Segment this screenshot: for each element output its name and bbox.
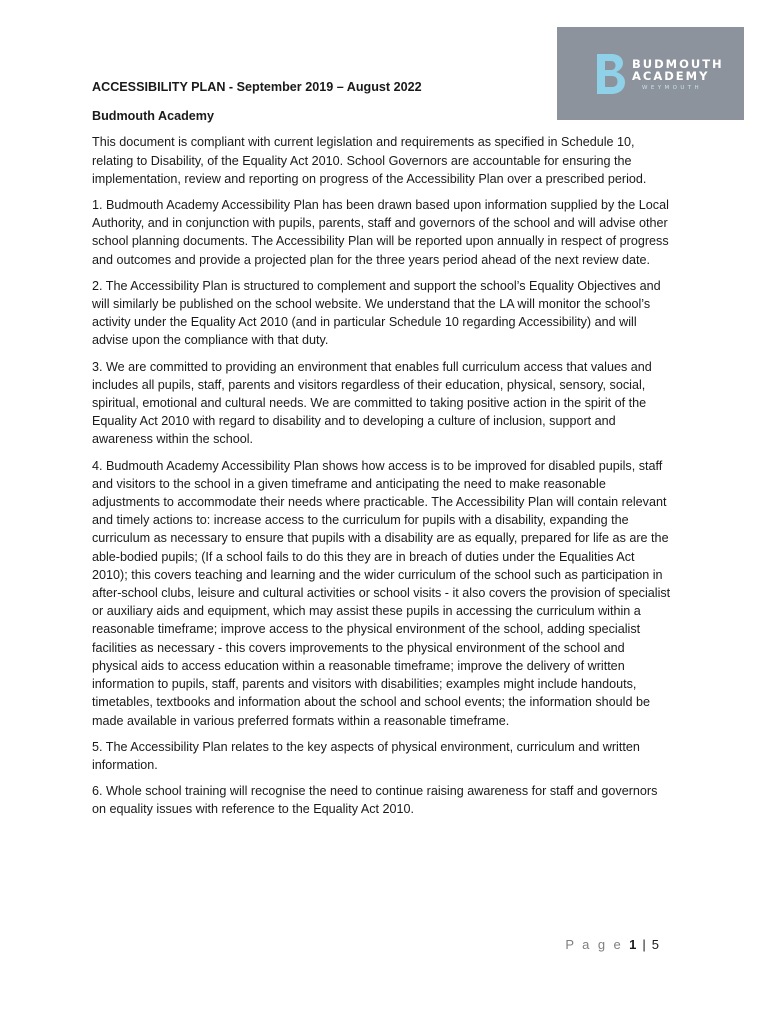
paragraph-6: 6. Whole school training will recognise the need to continue raising awareness for staff and governors on equality issues with reference to the Equality Act 2010. [92, 784, 658, 817]
school-name: Budmouth Academy [92, 109, 214, 124]
document-title: ACCESSIBILITY PLAN - September 2019 – August 2022 [92, 80, 422, 94]
page-separator: | [642, 937, 646, 952]
paragraph-5: 5. The Accessibility Plan relates to the key aspects of physical environment, curriculum and written information. [92, 739, 640, 772]
logo-name-line1: BUDMOUTH [632, 57, 724, 71]
total-pages: 5 [651, 937, 659, 952]
page-label: P a g e [565, 937, 624, 952]
document-body [92, 78, 672, 827]
page-number: 1 [629, 937, 637, 952]
paragraph-4: 4. Budmouth Academy Accessibility Plan shows how access is to be improved for disabled pupils, staff and visitors to the school in a given timeframe and anticipating the need to make reasonable adjustments to accommodate their needs where practicable. The Accessibility Plan will contain relevant and timely actions to: increase access to the curriculum for pupils with a disability, expanding the curriculum as necessary to ensure that pupils with a disability are as equally, prepared for life as are the able-bodied pupils; (If a school fails to do this they are in breach of duties under the Equalities Act 2010); this covers teaching and learning and the wider curriculum of the school such as participation in after-school clubs, leisure and cultural activities or school visits - it also covers the provision of specialist or auxiliary aids and equipment, which may assist these pupils in accessing the curriculum within a reasonable timeframe; improve access to the physical environment of the school, adding specialist facilities as necessary - this covers improvements to the physical environment of the school and physical aids to access education within a reasonable timeframe; improve the delivery of written information to pupils, staff, parents and visitors with disabilities; examples might include handouts, timetables, textbooks and information about the school and school events; the information should be made available in various preferred formats within a reasonable timeframe. [92, 458, 671, 728]
page-footer [565, 937, 659, 952]
paragraph-3: 3. We are committed to providing an environment that enables full curriculum access that values and includes all pupils, staff, parents and visitors regardless of their education, physical, sensory, social, spiritual, emotional and cultural needs. We are committed to taking positive action in the spirit of the Equality Act 2010 with regard to disability and to developing a culture of inclusion, support and awareness within the school. [92, 359, 652, 447]
paragraph-1: 1. Budmouth Academy Accessibility Plan has been drawn based upon information supplied by the Local Authority, and in conjunction with pupils, parents, staff and governors of the school and will advise other school planning documents. The Accessibility Plan will be reported upon annually in respect of progress and outcomes and provide a projected plan for the three years period ahead of the next review date. [92, 198, 669, 267]
logo-name-line2: ACADEMY [632, 69, 710, 83]
paragraph-2: 2. The Accessibility Plan is structured to complement and support the school’s Equality Objectives and will similarly be published on the school website. We understand that the LA will monitor the school’s activity under the Equality Act 2010 (and in particular Schedule 10 regarding Accessibility) and will advise upon the compliance with that duty. [92, 278, 661, 348]
intro-paragraph: This document is compliant with current legislation and requirements as specified in Schedule 10, relating to Disability, of the Equality Act 2010. School Governors are accountable for ensuring the implementation, review and reporting on progress of the Accessibility Plan over a prescribed period. [92, 135, 647, 186]
logo-subtitle: WEYMOUTH [642, 85, 703, 91]
